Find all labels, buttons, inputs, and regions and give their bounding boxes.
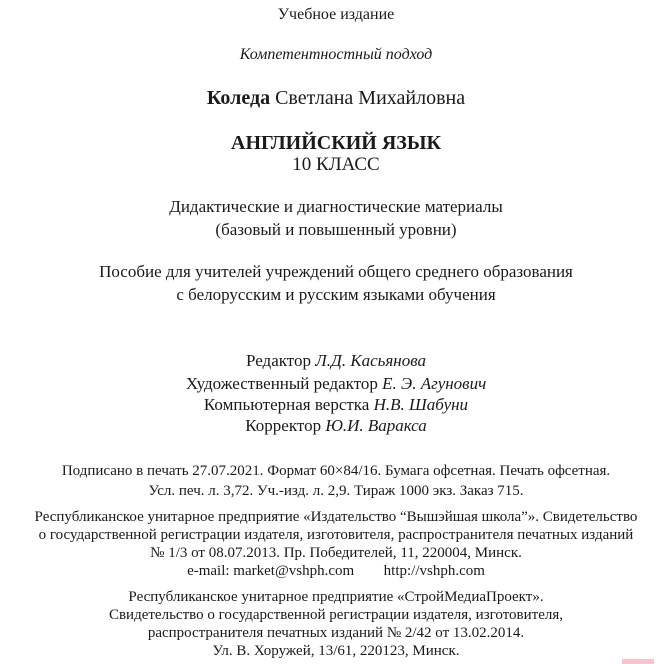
credit-person: Н.В. Шабуни: [373, 395, 469, 414]
printer-line-1: Республиканское унитарное предприятие «СтройМедиаПроект».: [128, 589, 544, 605]
publisher-line-1: Республиканское унитарное предприятие «Издательство “Вышэйшая школа”». Свидетельство: [34, 509, 638, 525]
subtitle-line-1: Дидактические и диагностические материалы: [169, 197, 503, 216]
credit-layout: [0, 396, 672, 413]
print-info-line-1: Подписано в печать 27.07.2021. Формат 60×84/16. Бумага офсетная. Печать офсетная.: [61, 463, 611, 479]
credit-person: Л.Д. Касьянова: [315, 351, 426, 370]
printer-line-3: распространителя печатных изданий № 2/42 от 13.02.2014.: [147, 625, 525, 641]
credit-role: Художественный редактор: [185, 374, 378, 393]
credit-editor: [0, 352, 672, 369]
credit-role: Редактор: [246, 351, 311, 370]
grade-label: 10 КЛАСС: [292, 154, 380, 175]
printer-line-4: Ул. В. Хоружей, 13/61, 220123, Минск.: [212, 643, 460, 659]
corner-color-mark: [622, 659, 654, 664]
edition-type: Учебное издание: [277, 6, 395, 23]
credit-art-editor: [0, 375, 672, 392]
credit-person: Ю.И. Варакса: [325, 416, 427, 435]
author-name: [0, 88, 672, 108]
author-surname: Коледа: [206, 87, 271, 109]
printer-line-2: Свидетельство о государственной регистрации издателя, изготовителя,: [108, 607, 564, 623]
credit-role: Корректор: [245, 416, 322, 435]
series-title: Компетентностный подход: [239, 46, 433, 63]
publisher-email: e-mail: market@vshph.com: [187, 563, 355, 579]
publisher-contacts: [0, 564, 672, 579]
subtitle-line-2: (базовый и повышенный уровни): [215, 220, 457, 239]
book-title: АНГЛИЙСКИЙ ЯЗЫК: [231, 132, 441, 154]
publisher-website: http://vshph.com: [383, 563, 485, 579]
audience-line-1: Пособие для учителей учреждений общего среднего образования: [99, 262, 573, 281]
credit-proofreader: [0, 417, 672, 434]
print-info-line-2: Усл. печ. л. 3,72. Уч.-изд. л. 2,9. Тираж 1000 экз. Заказ 715.: [148, 483, 524, 499]
credit-role: Компьютерная верстка: [203, 395, 370, 414]
audience-line-2: с белорусским и русским языками обучения: [176, 285, 496, 304]
publisher-line-2: о государственной регистрации издателя, изготовителя, распространителя печатных изданий: [38, 527, 634, 543]
credit-person: Е. Э. Агунович: [382, 374, 487, 393]
publisher-line-3: № 1/3 от 08.07.2013. Пр. Победителей, 11, 220004, Минск.: [150, 545, 522, 561]
author-given-names: Светлана Михайловна: [275, 87, 466, 109]
